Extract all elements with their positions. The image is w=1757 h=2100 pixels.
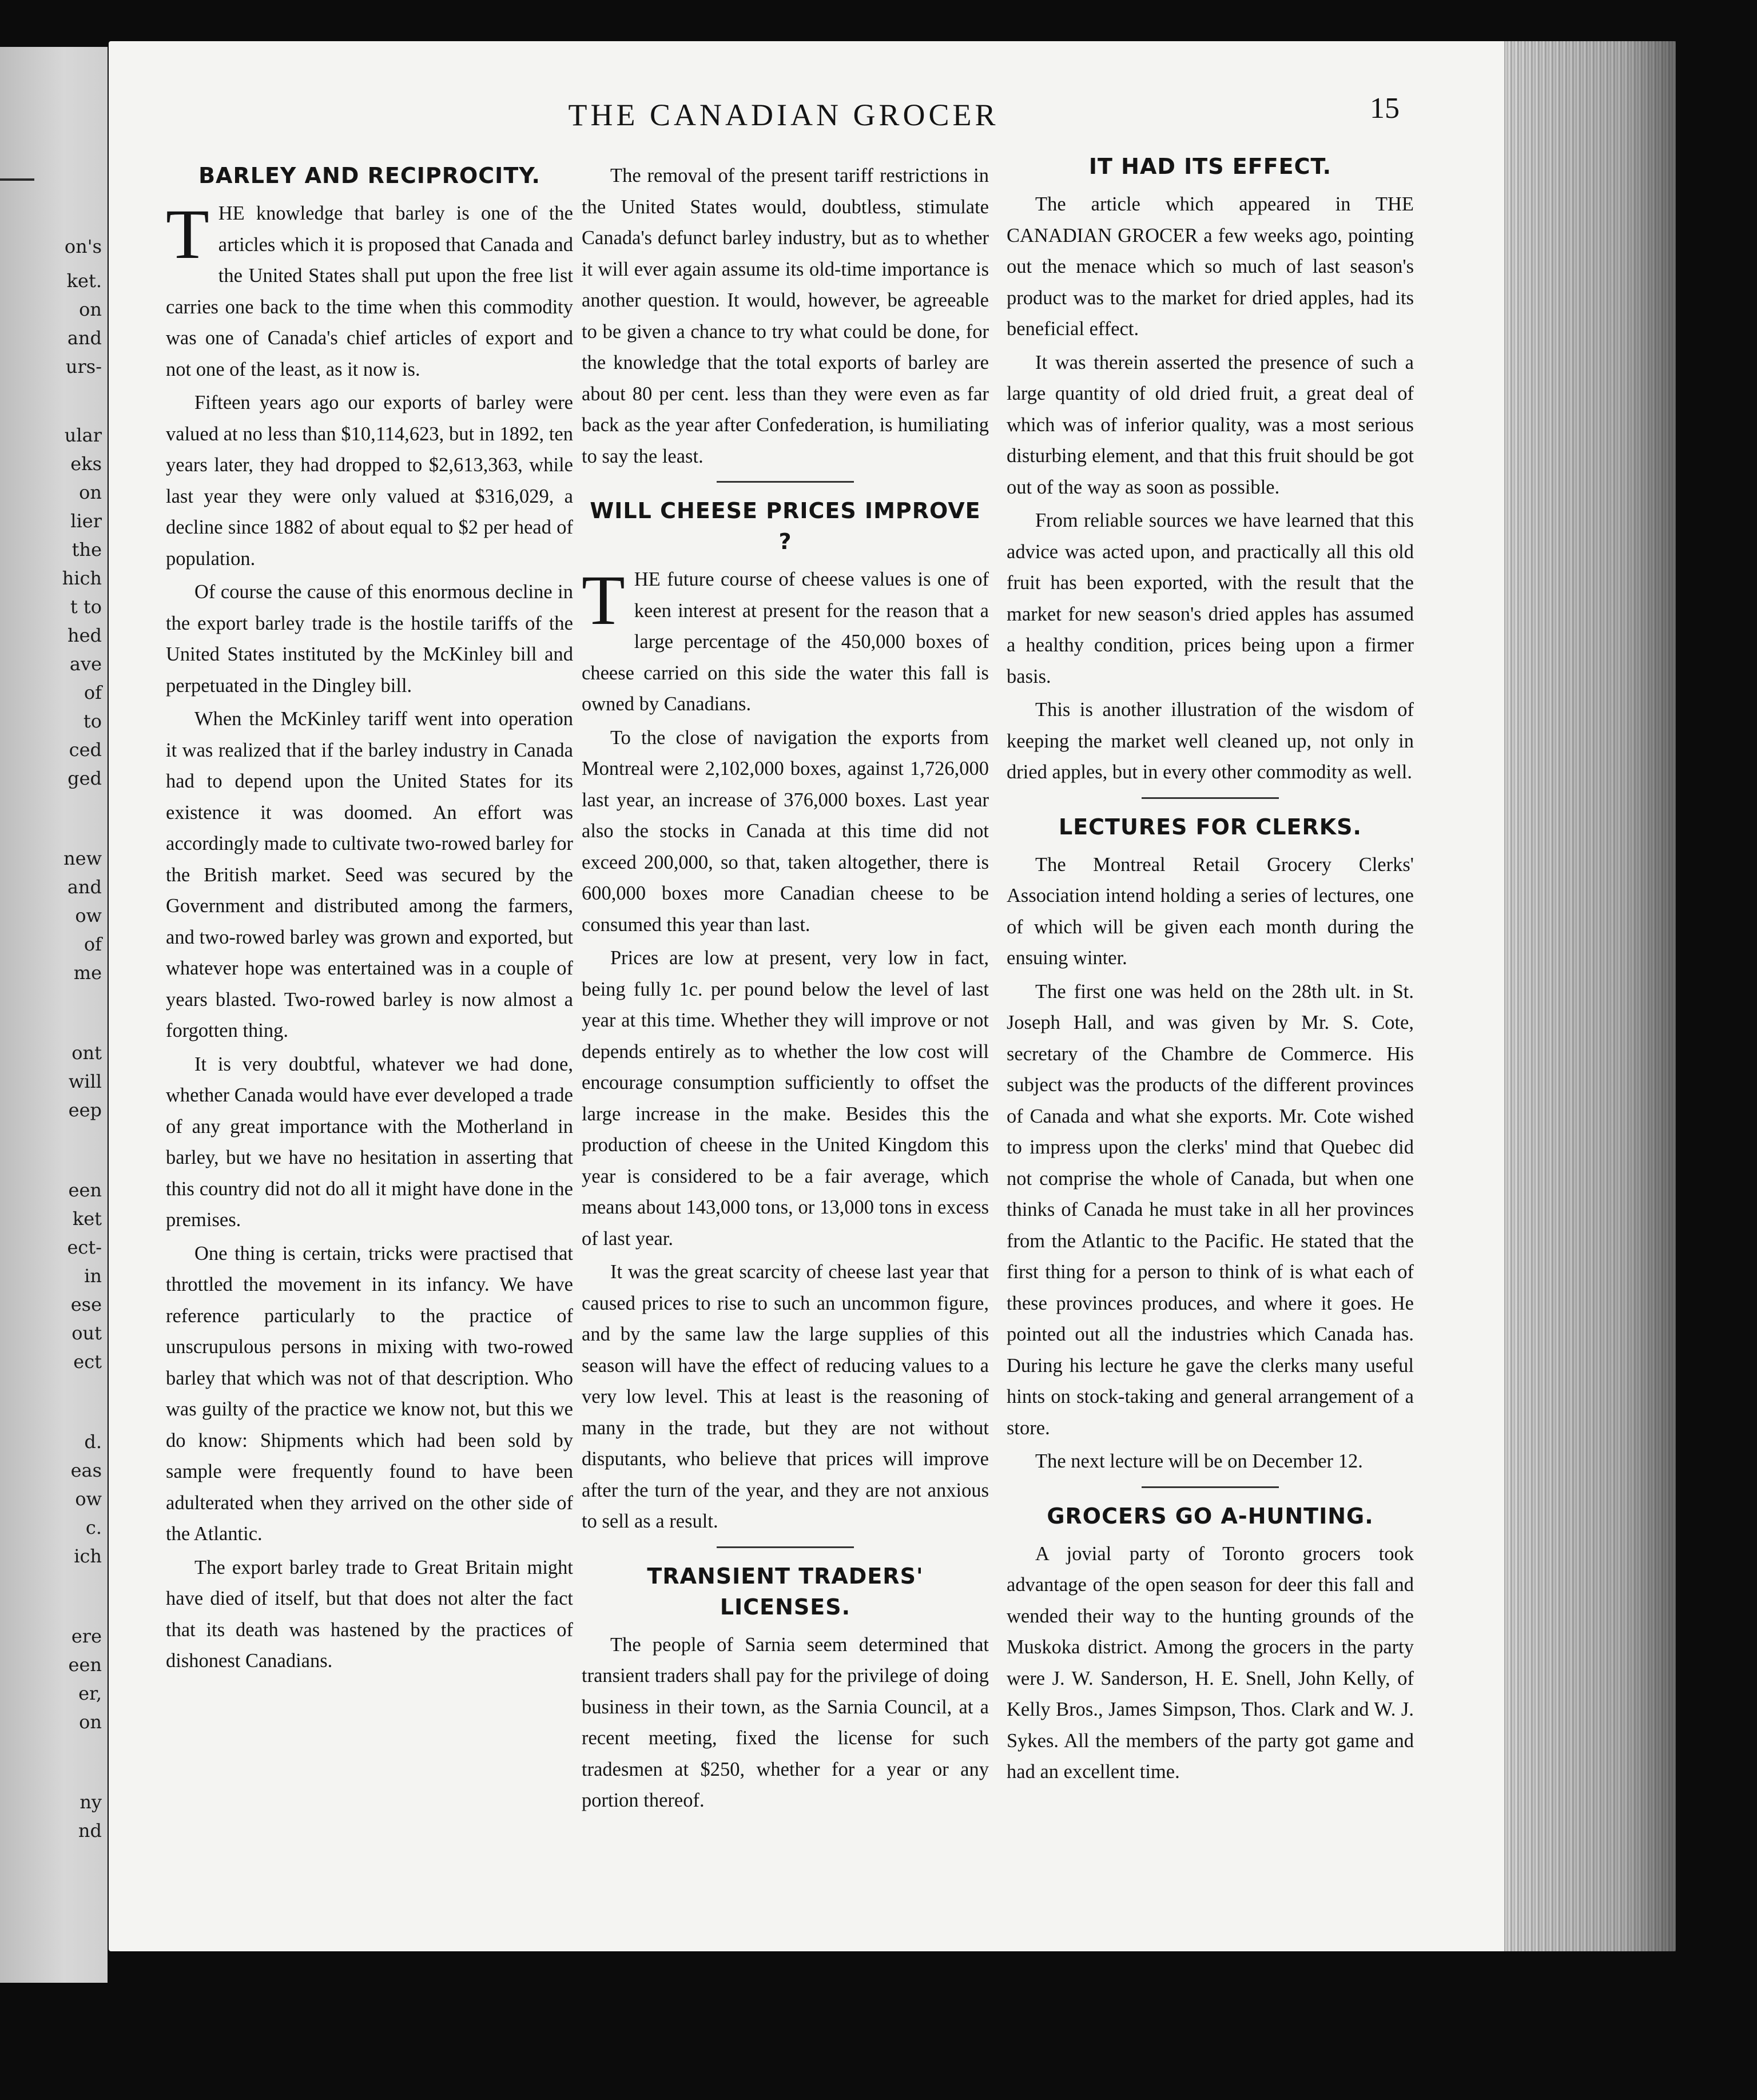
facing-page-fragment: on: [79, 482, 102, 503]
facing-page-fragment: hed: [67, 625, 102, 646]
facing-page-fragment: ket.: [66, 270, 102, 292]
publication-title: THE CANADIAN GROCER: [568, 98, 999, 132]
article-paragraph: The first one was held on the 28th ult. in St. Joseph Hall, and was given by Mr. S. Cote, secretary of the Chambre de Commerce. His subject was the products of the different provinces of Canada and what she exports. Mr. Cote wished to impress upon the clerks' mind that Quebec did not comprise the whole of Canada, but when one thinks of Canada he must take in all her provinces from the Atlantic to the Pacific. He stated that the first thing for a person to think of is what each of these provinces produces, and where it goes. He pointed out all the industries which Canada has. During his lecture he gave the clerks many useful hints on stock-taking and general arrangement of a store.: [1007, 980, 1414, 1439]
article-heading-lectures: LECTURES FOR CLERKS.: [1059, 814, 1362, 840]
article-paragraph: One thing is certain, tricks were practised that throttled the movement in its infancy. We have reference particularly to the practice of unscrupulous persons in mixing with two-rowed barley that which was not of that description. Who was guilty of the practice we know not, but this we do know: Shipments which had been sold by sample were frequently found to have been adulterated when they arrived on the other side of the Atlantic.: [166, 1242, 573, 1545]
facing-page-fragment: d.: [84, 1431, 102, 1453]
facing-page-fragment: ket: [72, 1208, 102, 1230]
facing-page-fragment: new: [63, 848, 102, 869]
facing-page-fragment: hich: [62, 567, 102, 589]
facing-page-fragment: ave: [69, 653, 102, 675]
facing-page-fragment: ese: [70, 1294, 102, 1315]
facing-page-fragment: ular: [64, 424, 102, 446]
article-paragraph: THE future course of cheese values is one of keen interest at present for the reason that a large percentage of the 450,000 boxes of cheese carried on this side the water this fall is owned by Canadians.: [582, 561, 989, 715]
article-paragraph: It is very doubtful, whatever we had done, whether Canada would have ever developed a trade of any great importance with the Motherland in barley, but we have no hesitation in asserting that this country did not do all it might have done in the premises.: [166, 1053, 573, 1231]
facing-page-fragment: ect-: [67, 1236, 102, 1258]
article-paragraph: It was therein asserted the presence of such a large quantity of old dried fruit, a great deal of which was of inferior quality, was a most serious disturbing element, and that this fruit should be got out of the way as soon as possible.: [1007, 351, 1414, 498]
article-divider: [1142, 1486, 1279, 1488]
article-paragraph: Prices are low at present, very low in fact, being fully 1c. per pound below the level of last year at this time. Whether they will improve or not depends entirely as to whether the low cost will encourage consumption sufficiently to offset the large increase in the make. Besides this the production of cheese in the United Kingdom this year is considered to be a fair average, which means about 143,000 tons, or 13,000 tons in excess of last year.: [582, 947, 989, 1250]
page-header: [109, 86, 1481, 143]
book-page-edges: [1504, 41, 1676, 1951]
facing-page-fragment: and: [67, 876, 102, 898]
facing-page-fragment: eks: [70, 453, 102, 475]
facing-page-fragment: ced: [69, 739, 102, 761]
facing-page-fragment: c.: [85, 1517, 102, 1538]
facing-page-fragment: ow: [75, 1488, 102, 1510]
facing-page-fragment: ow: [75, 905, 102, 926]
facing-page-rule: [0, 178, 34, 181]
facing-page-fragment: on: [79, 299, 102, 320]
facing-page-edge: [0, 47, 108, 1983]
facing-page-fragment: t to: [70, 596, 102, 618]
article-paragraph: The article which appeared in THE CANADIAN GROCER a few weeks ago, pointing out the menace which so much of last season's product was to the market for dried apples, had its beneficial effect.: [1007, 193, 1414, 340]
article-paragraph: When the McKinley tariff went into operation it was realized that if the barley industry in Canada had to depend upon the United States for its existence it was doomed. An effort was accordingly made to cultivate two-rowed barley for the British market. Seed was secured by the Government and distributed among the farmers, and two-rowed barley was grown and exported, but whatever hope was entertained was in a couple of years blasted. Two-rowed barley is now almost a forgotten thing.: [166, 708, 573, 1041]
article-paragraph-continued: The removal of the present tariff restrictions in the United States would, doubtless, stimulate Canada's defunct barley industry, but as to whether it will ever again assume its old-time importance is another question. It would, however, be agreeable to be given a chance to try what could be done, for the knowledge that the total exports of barley are about 80 per cent. less than they were even as far back as the year after Confederation, is humiliating to say the least.: [582, 165, 989, 467]
page-edge-shadow: [1504, 41, 1676, 1951]
facing-page-fragment: eep: [68, 1099, 102, 1121]
facing-page-fragment: ere: [71, 1625, 102, 1647]
facing-page-fragment: and: [67, 327, 102, 349]
facing-page-fragment: on: [79, 1711, 102, 1733]
article-paragraph: Fifteen years ago our exports of barley were valued at no less than $10,114,623, but in 1892, ten years later, they had dropped to $2,613,363, while last year they were only valued at $316,029, a decline since 1882 of about equal to $2 per head of population.: [166, 392, 573, 570]
facing-page-fragment: on's: [64, 236, 102, 257]
article-heading-transient: TRANSIENT TRADERS' LICENSES.: [647, 1563, 924, 1620]
facing-page-fragment: of: [84, 933, 102, 955]
facing-page-fragment: er,: [78, 1683, 102, 1704]
facing-page-fragment: ny: [79, 1791, 102, 1813]
column-3: [1007, 151, 1414, 1790]
facing-page-fragment: the: [71, 539, 102, 560]
facing-page-fragment: een: [68, 1179, 102, 1201]
facing-page-fragment: nd: [78, 1820, 102, 1842]
article-paragraph: The export barley trade to Great Britain might have died of itself, but that does not alter the fact that its death was hastened by the practices of dishonest Canadians.: [166, 1556, 573, 1672]
facing-page-fragment: ich: [74, 1545, 102, 1567]
facing-page-fragment: een: [68, 1654, 102, 1676]
drop-cap: T: [582, 561, 625, 639]
facing-page-fragment: ont: [71, 1042, 102, 1064]
article-heading-effect: IT HAD ITS EFFECT.: [1088, 154, 1332, 179]
facing-page-fragment: me: [73, 962, 102, 984]
article-paragraph: The next lecture will be on December 12.: [1035, 1450, 1363, 1472]
article-heading-hunting: GROCERS GO A-HUNTING.: [1047, 1503, 1374, 1529]
facing-page-fragment: of: [84, 682, 102, 703]
article-heading-cheese: WILL CHEESE PRICES IMPROVE ?: [590, 498, 981, 554]
article-paragraph: A jovial party of Toronto grocers took advantage of the open season for deer this fall and wended their way to the hunting grounds of the Muskoka district. Among the grocers in the party were J. W. Sanderson, H. E. Snell, John Kelly, of Kelly Bros., James Simpson, Thos. Clark and W. J. Sykes. All the members of the party got game and had an excellent time.: [1007, 1542, 1414, 1783]
facing-page-fragment: urs-: [65, 356, 102, 377]
article-paragraph: THE knowledge that barley is one of the articles which it is proposed that Canada and the United States shall put upon the free list carries one back to the time when this commodity was one of Canada's chief articles of export and not one of the least, as it now is.: [166, 195, 573, 380]
article-paragraph: To the close of navigation the exports from Montreal were 2,102,000 boxes, against 1,726,000 last year, an increase of 376,000 boxes. Last year also the stocks in Canada at this time did not exceed 200,000, so that, taken altogether, there is 600,000 boxes more Canadian cheese to be consumed this year than last.: [582, 726, 989, 936]
article-paragraph: It was the great scarcity of cheese last year that caused prices to rise to such an uncommon figure, and by the same law the large supplies of this season will have the effect of reducing values to a very low level. This at least is the reasoning of many in the trade, but they are not without disputants, who believe that prices will improve after the turn of the year, and they are not anxious to sell as a result.: [582, 1261, 989, 1532]
facing-page-fragment: lier: [70, 510, 102, 532]
facing-page-fragment: will: [68, 1071, 102, 1092]
article-heading-barley: BARLEY AND RECIPROCITY.: [198, 163, 540, 188]
facing-page-fragment: eas: [70, 1459, 102, 1481]
page-number: 15: [1370, 92, 1400, 125]
column-2: [582, 160, 989, 1819]
facing-page-fragment: out: [71, 1322, 102, 1344]
column-1: [166, 160, 573, 1679]
article-paragraph: This is another illustration of the wisdom of keeping the market well cleaned up, not only in dried apples, but in every other commodity as well.: [1007, 699, 1414, 783]
drop-cap: T: [166, 195, 209, 273]
article-paragraph: The Montreal Retail Grocery Clerks' Association intend holding a series of lectures, one of which will be given each month during the ensuing winter.: [1007, 853, 1414, 969]
article-divider: [717, 1546, 854, 1548]
article-paragraph: From reliable sources we have learned that this advice was acted upon, and practically all this old fruit has been exported, with the result that the market for new season's dried apples has assumed a healthy condition, prices being upon a firmer basis.: [1007, 510, 1414, 687]
facing-page-fragment: ged: [67, 767, 102, 789]
article-divider: [717, 481, 854, 483]
article-divider: [1142, 797, 1279, 799]
facing-page-fragment: to: [83, 710, 102, 732]
article-paragraph: The people of Sarnia seem determined that transient traders shall pay for the privilege of doing business in their town, as the Sarnia Council, at a recent meeting, fixed the license for such tradesmen at $250, whether for a year or any portion thereof.: [582, 1633, 989, 1811]
facing-page-fragment: in: [84, 1265, 102, 1287]
facing-page-fragment: ect: [73, 1351, 102, 1373]
article-paragraph: Of course the cause of this enormous decline in the export barley trade is the hostile tariffs of the United States instituted by the McKinley bill and perpetuated in the Dingley bill.: [166, 581, 573, 697]
